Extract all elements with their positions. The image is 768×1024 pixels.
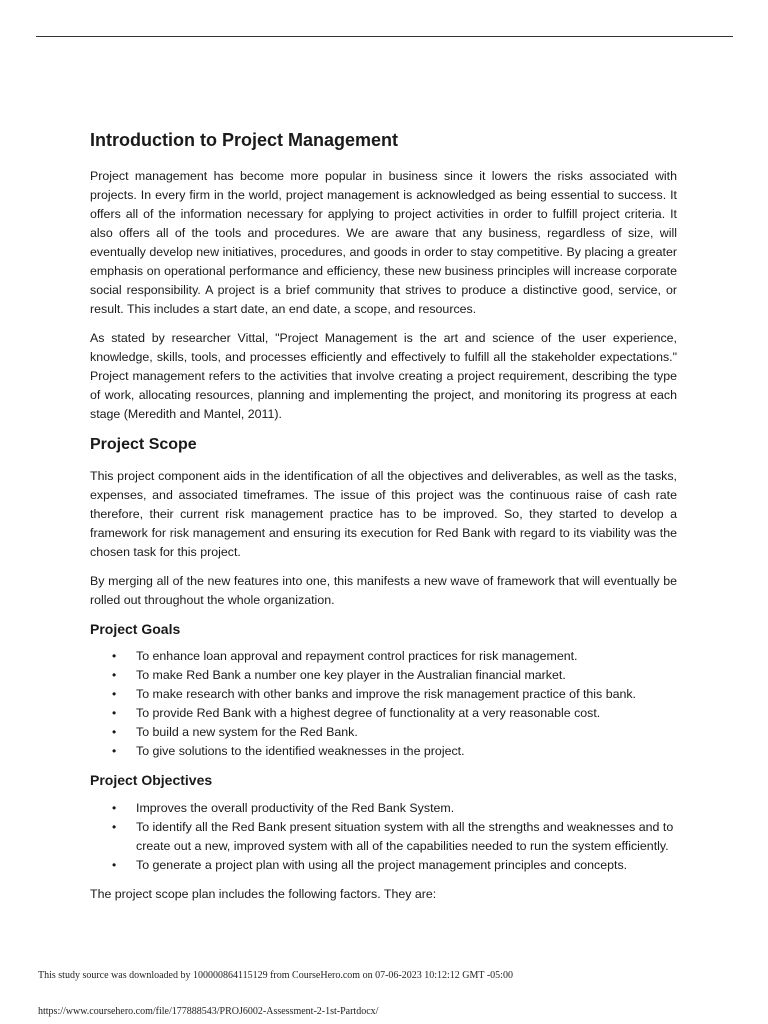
project-objectives-list xyxy=(90,799,677,875)
project-goals-list xyxy=(90,647,677,761)
list-item: • To provide Red Bank with a highest degree of functionality at a very reasonable cost. xyxy=(136,704,677,723)
download-note: This study source was downloaded by 100000864115129 from CourseHero.com on 07-06-2023 10:12:12 GMT -05:00 xyxy=(38,970,513,981)
list-item: • To build a new system for the Red Bank. xyxy=(136,723,677,742)
intro-paragraph-1: Project management has become more popular in business since it lowers the risks associated with projects. In every firm in the world, project management is acknowledged as being essential to success. It offers all of the information necessary for applying to project activities in order to fulfill project criteria. It also offers all of the tools and procedures. We are aware that any business, regardless of size, will eventually develop new initiatives, procedures, and goods in order to stay competitive. By placing a greater emphasis on operational performance and efficiency, these new business principles will increase corporate social responsibility. A project is a brief community that strives to produce a distinctive good, service, or result. This includes a start date, an end date, a scope, and resources. xyxy=(90,169,677,317)
list-item: • To make research with other banks and improve the risk management practice of this bank. xyxy=(136,685,677,704)
bullet-icon: • xyxy=(112,668,117,683)
list-item: • To make Red Bank a number one key player in the Australian financial market. xyxy=(136,666,677,685)
closing-paragraph: The project scope plan includes the following factors. They are: xyxy=(90,886,437,901)
bullet-icon: • xyxy=(112,744,117,759)
list-item: • To give solutions to the identified weaknesses in the project. xyxy=(136,742,677,761)
bullet-icon: • xyxy=(112,687,117,702)
scope-paragraph-2: By merging all of the new features into one, this manifests a new wave of framework that will eventually be rolled out throughout the whole organization. xyxy=(90,573,677,607)
document-body xyxy=(90,128,677,914)
intro-paragraph-2: As stated by researcher Vittal, "Project Management is the art and science of the user experience, knowledge, skills, tools, and processes efficiently and effectively to fulfill all the stakeholder expectations." Project management refers to the activities that involve creating a project requirement, describing the type of work, allocating resources, planning and implementing the project, and monitoring its progress at each stage (Meredith and Mantel, 2011). xyxy=(90,331,677,422)
list-item: • To enhance loan approval and repayment control practices for risk management. xyxy=(136,647,677,666)
list-item: • To generate a project plan with using all the project management principles and concepts. xyxy=(136,856,677,875)
project-objectives-heading: Project Objectives xyxy=(90,772,213,789)
bullet-icon: • xyxy=(112,649,117,664)
list-item: • To identify all the Red Bank present situation system with all the strengths and weaknesses and to create out a new, improved system with all of the capabilities needed to run the system efficiently. xyxy=(112,819,674,853)
project-scope-heading: Project Scope xyxy=(90,436,197,454)
top-divider xyxy=(36,36,733,37)
bullet-icon: • xyxy=(112,706,117,721)
bullet-icon: • xyxy=(112,857,117,872)
bullet-icon: • xyxy=(112,800,117,815)
bullet-icon: • xyxy=(112,725,117,740)
document-title: Introduction to Project Management xyxy=(90,130,399,150)
list-item: • Improves the overall productivity of the Red Bank System. xyxy=(136,799,677,818)
project-goals-heading: Project Goals xyxy=(90,620,181,637)
bullet-icon: • xyxy=(112,819,117,834)
source-url-link[interactable]: https://www.coursehero.com/file/177888543/PROJ6002-Assessment-2-1st-Partdocx/ xyxy=(38,1006,379,1017)
scope-paragraph-1: This project component aids in the identification of all the objectives and deliverables, as well as the tasks, expenses, and associated timeframes. The issue of this project was the continuous raise of cash rate therefore, their current risk management practice has to be improved. So, they started to develop a framework for risk management and ensuring its execution for Red Bank with regard to its viability was the chosen task for this project. xyxy=(90,468,677,559)
